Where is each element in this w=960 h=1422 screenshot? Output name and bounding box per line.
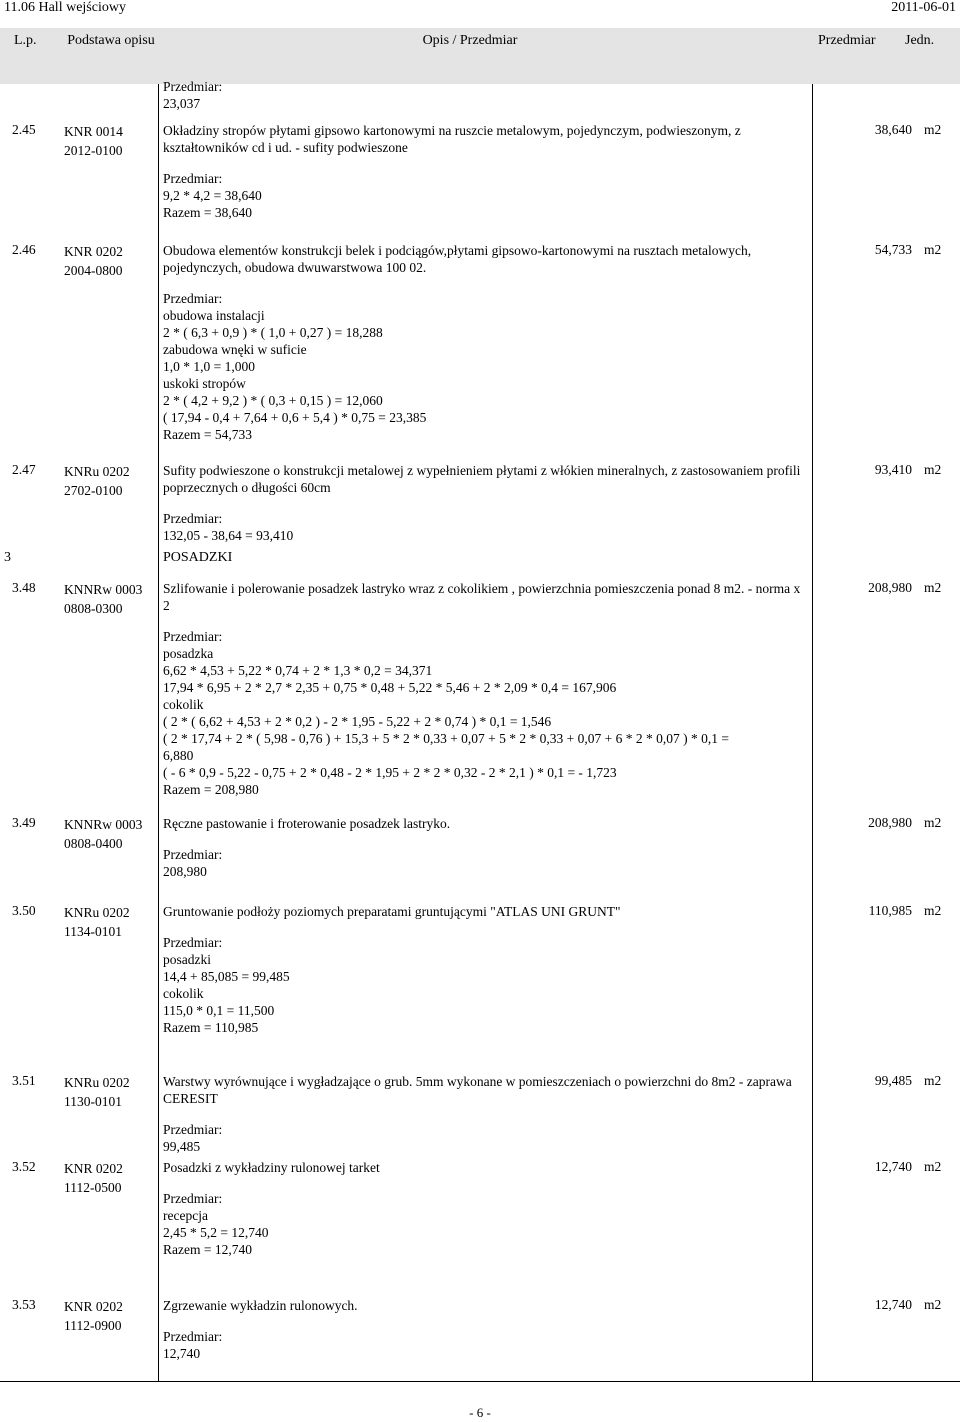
row-description: Obudowa elementów konstrukcji belek i podciągów,płytami gipsowo-kartonowymi na rusztach metalowych, pojedynczych, obudowa dwuwarstwowa 100 02. <box>163 243 752 275</box>
calc-line: ( 2 * ( 6,62 + 4,53 + 2 * 0,2 ) - 2 * 1,95 - 5,22 + 2 * 0,74 ) * 0,1 = 1,546 <box>163 714 552 729</box>
calc-line: 1,0 * 1,0 = 1,000 <box>163 359 255 374</box>
row-basis-code: KNR 0202 1112-0500 <box>64 1161 123 1195</box>
row-lp: 2.45 <box>12 122 36 137</box>
section-title: POSADZKI <box>163 550 233 565</box>
row-description-block <box>163 462 803 544</box>
row-unit: m2 <box>924 1159 942 1174</box>
row-basis-code: KNR 0202 2004-0800 <box>64 244 123 278</box>
row-basis-code: KNRu 0202 1130-0101 <box>64 1075 130 1109</box>
calc-line: 6,62 * 4,53 + 5,22 * 0,74 + 2 * 1,3 * 0,2 = 34,371 <box>163 663 433 678</box>
row-quantity: 93,410 <box>874 462 912 477</box>
row-basis-code: KNRu 0202 2702-0100 <box>64 464 130 498</box>
row-unit: m2 <box>924 122 942 137</box>
przedmiar-label: Przedmiar: <box>163 1122 223 1137</box>
section-number: 3 <box>4 550 11 565</box>
row-description-block <box>163 903 803 1036</box>
row-description-block <box>163 580 803 798</box>
table-header <box>0 28 960 84</box>
row-lp: 3.49 <box>12 815 36 830</box>
calc-line: cokolik <box>163 697 204 712</box>
row-unit: m2 <box>924 1073 942 1088</box>
calc-line: recepcja <box>163 1208 208 1223</box>
row-description: Gruntowanie podłoży poziomych preparatami gruntującymi "ATLAS UNI GRUNT" <box>163 904 621 919</box>
calc-line: 17,94 * 6,95 + 2 * 2,7 * 2,35 + 0,75 * 0,48 + 5,22 * 5,46 + 2 * 2,09 * 0,4 = 167,906 <box>163 680 617 695</box>
calc-line: ( - 6 * 0,9 - 5,22 - 0,75 + 2 * 0,48 - 2 * 1,95 + 2 * 2 * 0,32 - 2 * 2,1 ) * 0,1 = - 1,723 <box>163 765 617 780</box>
calc-line: 115,0 * 0,1 = 11,500 <box>163 1003 275 1018</box>
calc-line: cokolik <box>163 986 204 1001</box>
row-unit: m2 <box>924 903 942 918</box>
calc-line: posadzka <box>163 646 214 661</box>
row-description-block <box>163 1297 803 1362</box>
row-description: Warstwy wyrównujące i wygładzające o grub. 5mm wykonane w pomieszczeniach o powierzchni do 8m2 - zaprawa CERESIT <box>163 1074 792 1106</box>
row-lp: 3.51 <box>12 1073 36 1088</box>
col-desc: Opis / Przedmiar <box>422 33 518 48</box>
row-basis-code: KNNRw 0003 0808-0300 <box>64 582 143 616</box>
calc-line: ( 2 * 17,74 + 2 * ( 5,98 - 0,76 ) + 15,3 + 5 * 2 * 0,33 + 0,07 + 5 * 2 * 0,33 + 0,07 + 6 * 2 * 0,07 ) * 0,1 = <box>163 731 730 746</box>
row-unit: m2 <box>924 815 942 830</box>
row-description-block <box>163 1073 803 1155</box>
row-quantity: 54,733 <box>874 242 912 257</box>
row-lp: 3.48 <box>12 580 36 595</box>
row-quantity: 208,980 <box>868 815 912 830</box>
calc-line: 14,4 + 85,085 = 99,485 <box>163 969 290 984</box>
col-qty: Przedmiar <box>818 33 876 48</box>
table-bottom-rule <box>0 1381 960 1382</box>
calc-line: 99,485 <box>163 1139 201 1154</box>
column-divider <box>812 84 813 1382</box>
row-quantity: 12,740 <box>874 1297 912 1312</box>
przedmiar-label: Przedmiar: <box>163 1191 223 1206</box>
row-unit: m2 <box>924 242 942 257</box>
calc-line: 12,740 <box>163 1346 201 1361</box>
przedmiar-label: Przedmiar: <box>163 629 223 644</box>
col-lp: L.p. <box>14 33 37 48</box>
calc-line: 132,05 - 38,64 = 93,410 <box>163 528 294 543</box>
przedmiar-label: Przedmiar: <box>163 171 223 186</box>
document-date: 2011-06-01 <box>891 0 956 15</box>
przedmiar-label: Przedmiar: <box>163 935 223 950</box>
calc-line: 208,980 <box>163 864 207 879</box>
przedmiar-label: Przedmiar: <box>163 291 223 306</box>
calc-line: zabudowa wnęki w suficie <box>163 342 307 357</box>
column-divider <box>158 84 159 1382</box>
calc-line: ( 17,94 - 0,4 + 7,64 + 0,6 + 5,4 ) * 0,75 = 23,385 <box>163 410 427 425</box>
row-description-block <box>163 1159 803 1258</box>
row-quantity: 99,485 <box>874 1073 912 1088</box>
przedmiar-value: 23,037 <box>163 96 201 111</box>
przedmiar-label: Przedmiar: <box>163 1329 223 1344</box>
row-basis-code: KNRu 0202 1134-0101 <box>64 905 130 939</box>
row-lp: 3.52 <box>12 1159 36 1174</box>
row-description: Szlifowanie i polerowanie posadzek lastryko wraz z cokolikiem , powierzchnia pomieszczenia ponad 8 m2. - norma x 2 <box>163 581 801 613</box>
row-description: Ręczne pastowanie i froterowanie posadzek lastryko. <box>163 816 451 831</box>
calc-line: 2,45 * 5,2 = 12,740 <box>163 1225 269 1240</box>
document-title: 11.06 Hall wejściowy <box>4 0 126 15</box>
calc-line: Razem = 12,740 <box>163 1242 252 1257</box>
calc-line: obudowa instalacji <box>163 308 265 323</box>
row-description-block <box>163 242 803 443</box>
przedmiar-label: Przedmiar: <box>163 511 223 526</box>
calc-line: Razem = 208,980 <box>163 782 259 797</box>
calc-line: posadzki <box>163 952 211 967</box>
row-quantity: 38,640 <box>874 122 912 137</box>
przedmiar-label: Przedmiar: <box>163 847 223 862</box>
row-lp: 2.47 <box>12 462 36 477</box>
col-unit: Jedn. <box>905 33 935 48</box>
row-description: Zgrzewanie wykładzin rulonowych. <box>163 1298 358 1313</box>
calc-line: 2 * ( 6,3 + 0,9 ) * ( 1,0 + 0,27 ) = 18,288 <box>163 325 383 340</box>
calc-line: 6,880 <box>163 748 194 763</box>
calc-line: 2 * ( 4,2 + 9,2 ) * ( 0,3 + 0,15 ) = 12,060 <box>163 393 383 408</box>
col-basis: Podstawa opisu <box>67 33 155 48</box>
row-description: Sufity podwieszone o konstrukcji metalowej z wypełnieniem płytami z włókien mineralnych, z zastosowaniem profili poprzecznych o długości 60cm <box>163 463 801 495</box>
row-unit: m2 <box>924 1297 942 1312</box>
row-lp: 3.53 <box>12 1297 36 1312</box>
row-lp: 2.46 <box>12 242 36 257</box>
row-description: Okładziny stropów płytami gipsowo kartonowymi na ruszcie metalowym, pojedynczym, podwieszonym, z kształtowników cd i ud. - sufity podwieszone <box>163 123 741 155</box>
row-quantity: 208,980 <box>868 580 912 595</box>
row-basis-code: KNNRw 0003 0808-0400 <box>64 817 143 851</box>
row-description-block <box>163 815 803 880</box>
row-lp: 3.50 <box>12 903 36 918</box>
row-basis-code: KNR 0014 2012-0100 <box>64 124 123 158</box>
calc-line: Razem = 38,640 <box>163 205 252 220</box>
row-unit: m2 <box>924 580 942 595</box>
row-basis-code: KNR 0202 1112-0900 <box>64 1299 123 1333</box>
row-quantity: 12,740 <box>874 1159 912 1174</box>
row-description: Posadzki z wykładziny rulonowej tarket <box>163 1160 380 1175</box>
row-unit: m2 <box>924 462 942 477</box>
calc-line: 9,2 * 4,2 = 38,640 <box>163 188 262 203</box>
row-quantity: 110,985 <box>868 903 912 918</box>
calc-line: uskoki stropów <box>163 376 246 391</box>
calc-line: Razem = 54,733 <box>163 427 252 442</box>
przedmiar-label: Przedmiar: <box>163 79 223 94</box>
calc-line: Razem = 110,985 <box>163 1020 259 1035</box>
row-description-block <box>163 122 803 221</box>
page-number: - 6 - <box>469 1405 491 1420</box>
